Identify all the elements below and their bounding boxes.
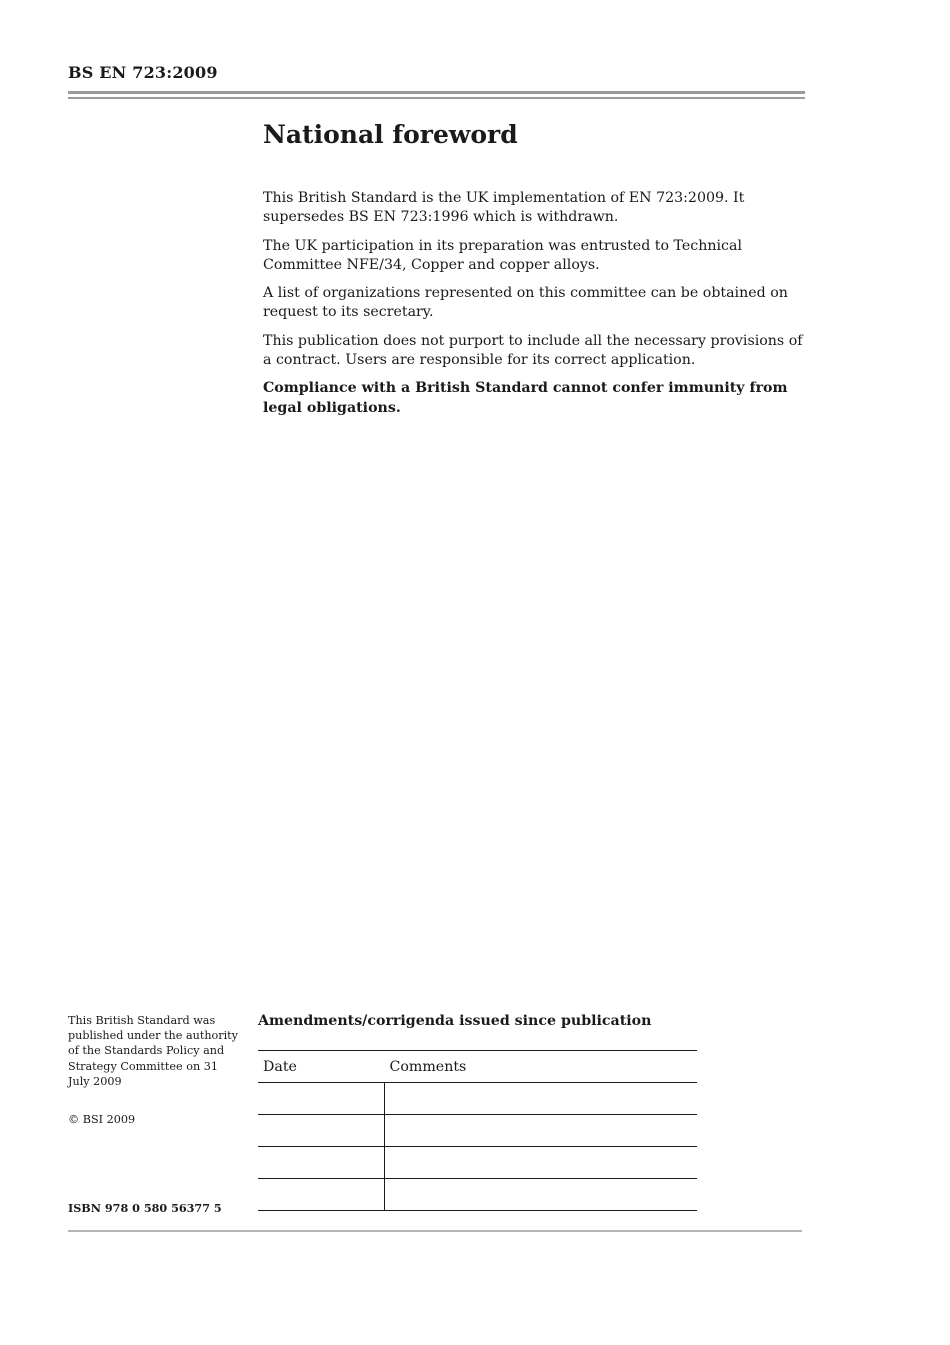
comments-cell [385,1179,698,1211]
table-row [258,1083,697,1115]
amendments-header-row [258,1051,697,1083]
paragraph-organizations: A list of organizations represented on this committee can be obtained on request to its secretary. [263,285,788,321]
date-cell [258,1115,385,1147]
comments-cell [385,1147,698,1179]
paragraph-compliance: Compliance with a British Standard cannot confer immunity from legal obligations. [263,380,788,416]
table-row [258,1115,697,1147]
date-cell [258,1147,385,1179]
footer-rule [68,1230,802,1232]
header-rule-thin [68,97,805,99]
copyright-notice: © BSI 2009 [68,1113,136,1126]
foreword-body [263,189,808,427]
column-header-comments: Comments [385,1051,698,1083]
paragraph-provisions: This publication does not purport to include all the necessary provisions of a contract. Users are responsible for its correct application. [263,332,803,369]
amendments-title: Amendments/corrigenda issued since publication [258,1013,652,1029]
isbn: ISBN 978 0 580 56377 5 [68,1201,222,1215]
column-header-date: Date [258,1051,385,1083]
table-row [258,1147,697,1179]
publication-note: This British Standard was published under the authority of the Standards Policy and Strategy Committee on 31 July 2009 [68,1014,238,1088]
document-code: BS EN 723:2009 [68,63,218,82]
paragraph-implementation: This British Standard is the UK implementation of EN 723:2009. It supersedes BS EN 723:1996 which is withdrawn. [263,190,745,226]
table-row [258,1179,697,1211]
paragraph-participation: The UK participation in its preparation was entrusted to Technical Committee NFE/34, Copper and copper alloys. [263,237,742,273]
comments-cell [385,1083,698,1115]
comments-cell [385,1115,698,1147]
header-rule-thick [68,91,805,94]
date-cell [258,1083,385,1115]
page-title: National foreword [263,120,518,149]
date-cell [258,1179,385,1211]
amendments-table [258,1050,697,1211]
